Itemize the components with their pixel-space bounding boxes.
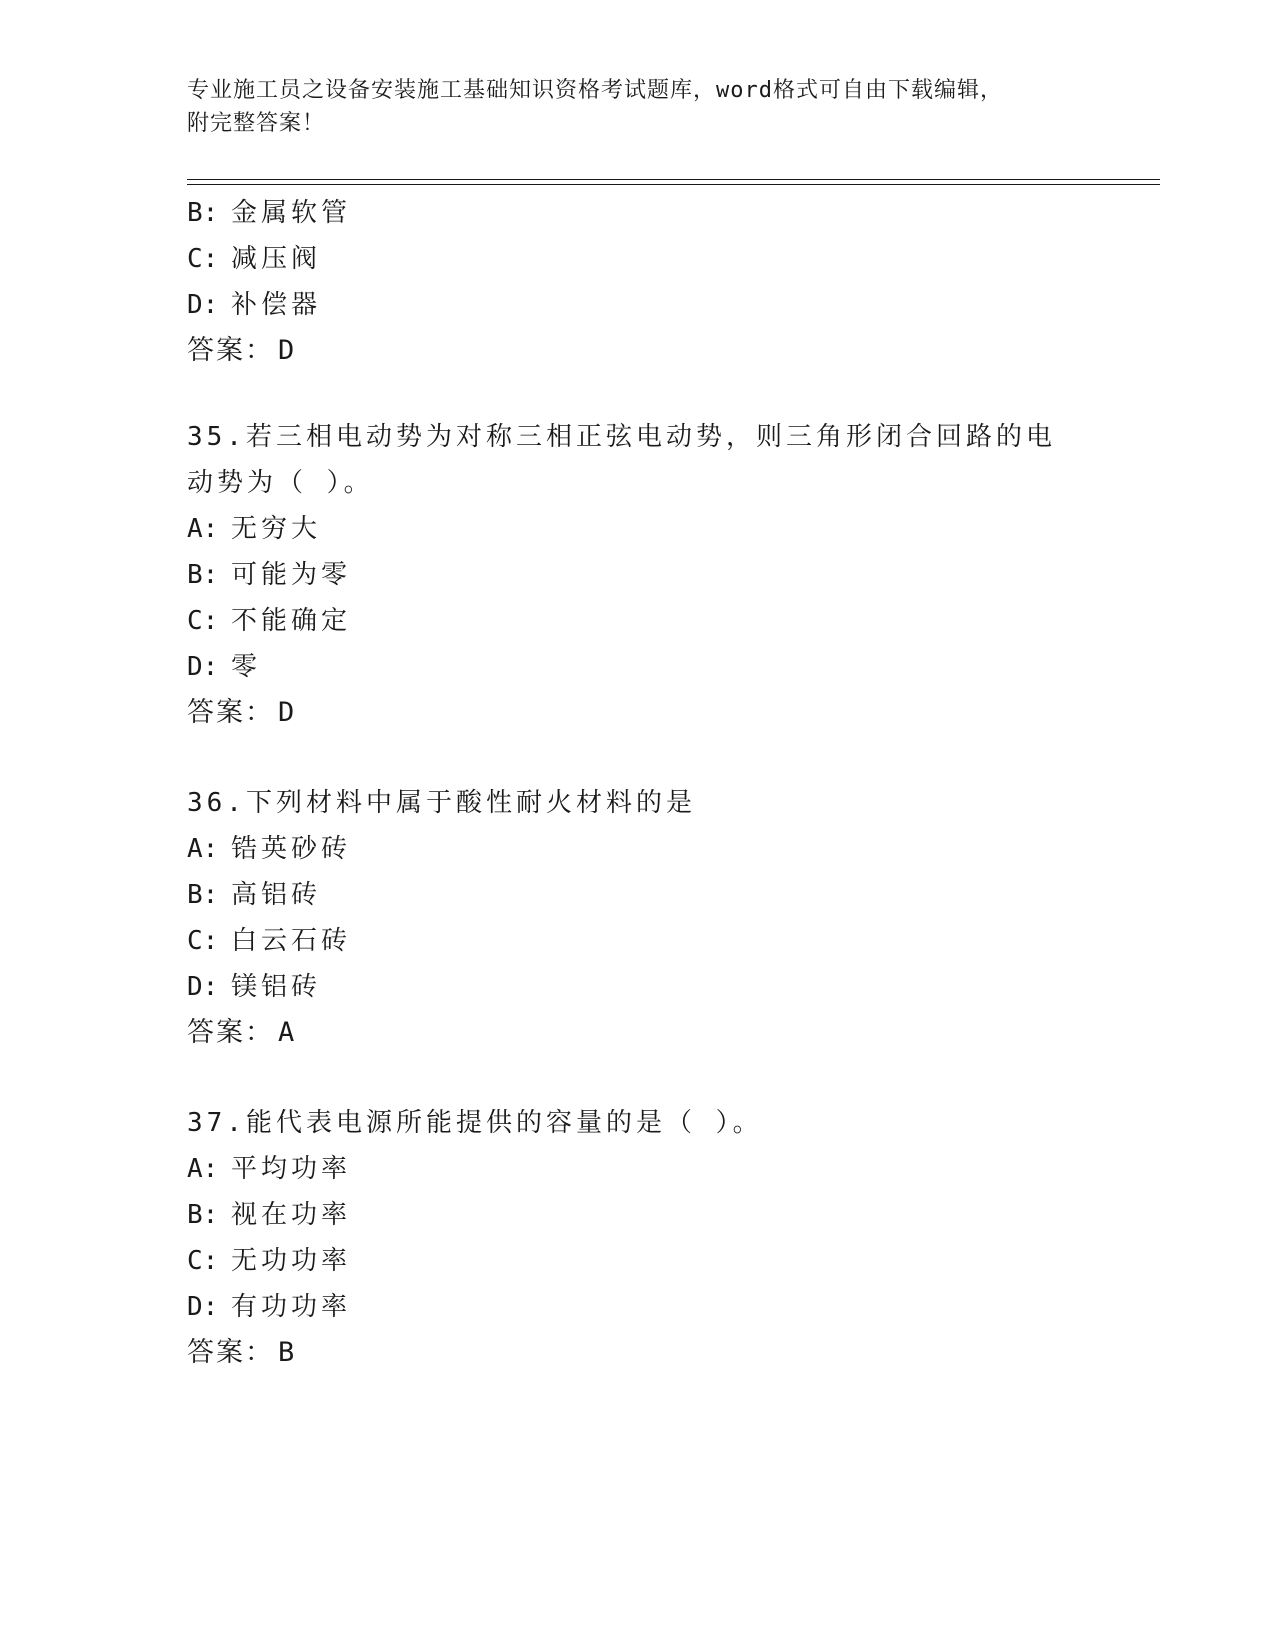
option-text: 无功功率	[231, 1246, 352, 1276]
question-fragment	[187, 190, 1147, 374]
option-letter: D:	[187, 1292, 219, 1322]
option-text: 视在功率	[231, 1200, 352, 1230]
option-text: 零	[231, 652, 262, 682]
option-letter: B:	[187, 198, 219, 228]
option-text: 高铝砖	[231, 880, 322, 910]
answer-label: 答案：	[187, 697, 274, 728]
option-text: 减压阀	[231, 244, 322, 274]
option-text: 有功功率	[231, 1292, 352, 1322]
option-b	[187, 190, 1147, 236]
document-header	[187, 74, 1087, 140]
option-text: 平均功率	[231, 1154, 352, 1184]
answer-label: 答案：	[187, 335, 274, 366]
option-letter: B:	[187, 880, 219, 910]
header-divider-top	[187, 179, 1160, 180]
answer-line	[187, 1330, 1147, 1376]
option-letter: A:	[187, 1154, 219, 1184]
option-text: 金属软管	[231, 198, 352, 228]
option-c	[187, 236, 1147, 282]
option-letter: B:	[187, 560, 219, 590]
answer-value: D	[278, 335, 297, 366]
option-b	[187, 552, 1147, 598]
option-text: 锆英砂砖	[231, 834, 352, 864]
answer-value: A	[278, 1017, 297, 1048]
answer-label: 答案：	[187, 1337, 274, 1368]
option-c	[187, 1238, 1147, 1284]
option-d	[187, 282, 1147, 328]
option-text: 镁铝砖	[231, 972, 322, 1002]
option-a	[187, 826, 1147, 872]
question-stem: 37.能代表电源所能提供的容量的是（ ）。	[187, 1108, 763, 1138]
option-letter: B:	[187, 1200, 219, 1230]
header-line-1: 专业施工员之设备安装施工基础知识资格考试题库，word格式可自由下载编辑，	[187, 78, 1003, 103]
option-letter: A:	[187, 514, 219, 544]
question-stem: 35.若三相电动势为对称三相正弦电动势，则三角形闭合回路的电动势为（ ）。	[187, 422, 1056, 498]
option-b	[187, 872, 1147, 918]
answer-line	[187, 690, 1147, 736]
option-letter: C:	[187, 244, 219, 274]
question-37	[187, 1100, 1147, 1376]
option-a	[187, 506, 1147, 552]
answer-label: 答案：	[187, 1017, 274, 1048]
answer-line	[187, 328, 1147, 374]
option-letter: C:	[187, 926, 219, 956]
answer-line	[187, 1010, 1147, 1056]
option-text: 白云石砖	[231, 926, 352, 956]
option-letter: D:	[187, 290, 219, 320]
option-letter: A:	[187, 834, 219, 864]
option-text: 不能确定	[231, 606, 352, 636]
option-letter: C:	[187, 1246, 219, 1276]
header-divider-bottom	[187, 184, 1160, 185]
option-letter: D:	[187, 652, 219, 682]
option-a	[187, 1146, 1147, 1192]
answer-value: B	[278, 1337, 297, 1368]
option-d	[187, 1284, 1147, 1330]
option-d	[187, 964, 1147, 1010]
option-b	[187, 1192, 1147, 1238]
question-36	[187, 780, 1147, 1056]
option-d	[187, 644, 1147, 690]
option-c	[187, 598, 1147, 644]
option-text: 可能为零	[231, 560, 352, 590]
question-35	[187, 414, 1147, 736]
option-c	[187, 918, 1147, 964]
answer-value: D	[278, 697, 297, 728]
option-letter: C:	[187, 606, 219, 636]
question-stem: 36.下列材料中属于酸性耐火材料的是	[187, 788, 696, 818]
header-line-2: 附完整答案！	[187, 111, 326, 136]
option-text: 补偿器	[231, 290, 322, 320]
option-letter: D:	[187, 972, 219, 1002]
option-text: 无穷大	[231, 514, 322, 544]
